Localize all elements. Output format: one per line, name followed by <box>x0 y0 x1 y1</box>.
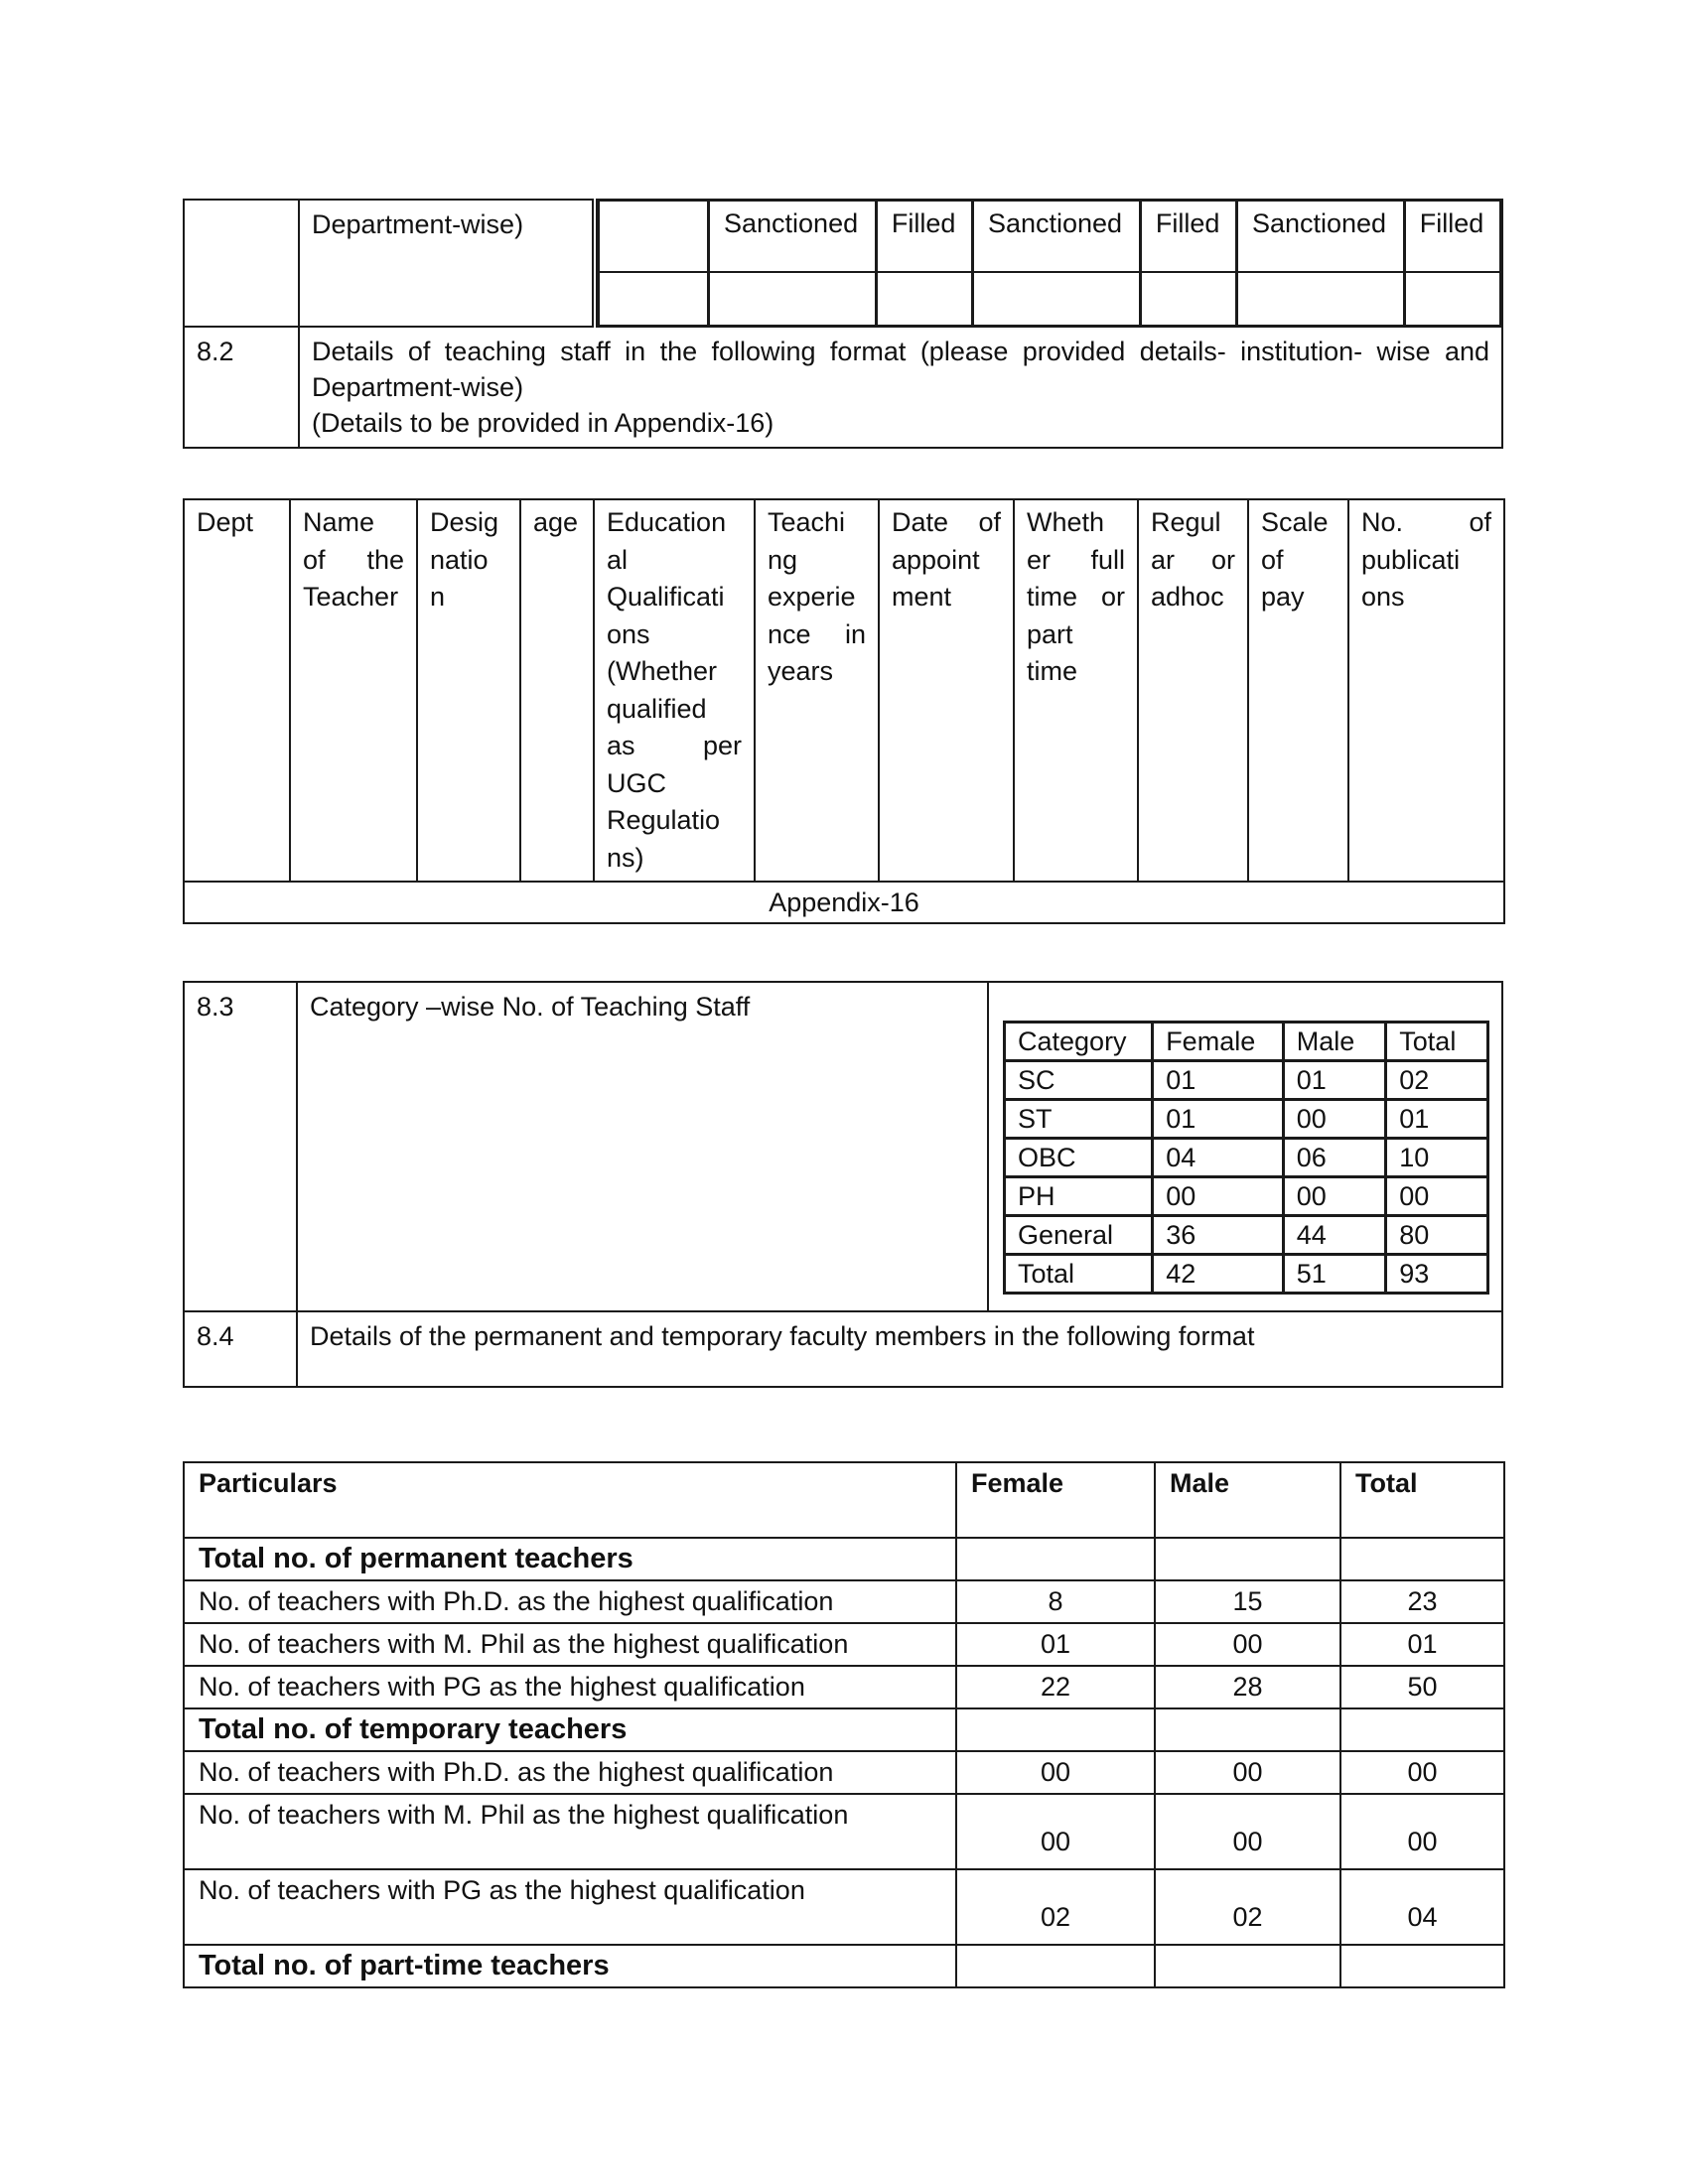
header-line: time <box>1027 656 1078 686</box>
column-header <box>1138 499 1248 882</box>
category-cell: General <box>1005 1216 1153 1255</box>
total-count: 50 <box>1340 1666 1504 1708</box>
category-cell: 04 <box>1153 1139 1284 1177</box>
column-header <box>290 499 417 882</box>
total-count: 04 <box>1340 1869 1504 1945</box>
table-row <box>184 1580 1504 1623</box>
header-line: ment <box>892 582 952 612</box>
total-count: 01 <box>1340 1623 1504 1666</box>
header-line: Desig <box>430 507 499 537</box>
category-cell: 01 <box>1153 1100 1284 1139</box>
category-header: Category <box>1005 1023 1153 1061</box>
category-cell: 00 <box>1283 1100 1386 1139</box>
teaching-staff-format-table <box>183 498 1505 924</box>
header-male: Male <box>1155 1462 1340 1538</box>
section-8-2-line-1: Details of teaching staff in the following format (please provided details- institution- wise and Department-wise) <box>312 337 1489 402</box>
male-count: 28 <box>1155 1666 1340 1708</box>
male-count: 15 <box>1155 1580 1340 1623</box>
header-line: Name <box>303 507 375 537</box>
header-total: Total <box>1340 1462 1504 1538</box>
table-row <box>184 1751 1504 1794</box>
header-line: ons <box>1361 582 1405 612</box>
header-line: appoint <box>892 544 980 575</box>
header-line: ns) <box>607 842 644 873</box>
section-row <box>184 1538 1504 1580</box>
header-line: Date of <box>892 507 1001 537</box>
table-row <box>184 1666 1504 1708</box>
section-8-4-label: Details of the permanent and temporary faculty members in the following format <box>297 1311 1502 1387</box>
total-count <box>1340 1708 1504 1751</box>
header-line: n <box>430 582 446 612</box>
sanctioned-filled-cell <box>595 200 1502 327</box>
grid-cell <box>876 272 972 326</box>
category-cell: ST <box>1005 1100 1153 1139</box>
female-count: 22 <box>956 1666 1155 1708</box>
category-cell: 01 <box>1283 1061 1386 1100</box>
grid-cell <box>598 272 708 326</box>
total-count <box>1340 1945 1504 1987</box>
section-number: 8.2 <box>184 327 299 448</box>
particular-label: No. of teachers with PG as the highest qualification <box>184 1869 956 1945</box>
grid-header: Sanctioned <box>972 201 1140 272</box>
category-row <box>1005 1100 1488 1139</box>
total-count: 23 <box>1340 1580 1504 1623</box>
table-row <box>184 1869 1504 1945</box>
column-header <box>1348 499 1504 882</box>
category-cell: 93 <box>1386 1255 1488 1294</box>
male-count <box>1155 1945 1340 1987</box>
grid-cell <box>1404 272 1501 326</box>
header-line: age <box>533 507 579 537</box>
column-header <box>520 499 594 882</box>
section-8-2-line-2: (Details to be provided in Appendix-16) <box>312 408 774 438</box>
female-count: 00 <box>956 1751 1155 1794</box>
female-count: 8 <box>956 1580 1155 1623</box>
header-line: Education <box>607 507 727 537</box>
header-line: Dept <box>197 507 254 537</box>
category-cell: 44 <box>1283 1216 1386 1255</box>
category-cell: PH <box>1005 1177 1153 1216</box>
header-line: of <box>1261 544 1284 575</box>
section-number-cell <box>184 200 299 327</box>
total-count: 00 <box>1340 1751 1504 1794</box>
header-line: part <box>1027 618 1073 649</box>
header-line: al <box>607 544 629 575</box>
particular-label: No. of teachers with M. Phil as the highest qualification <box>184 1623 956 1666</box>
column-header <box>755 499 879 882</box>
grid-cell <box>972 272 1140 326</box>
header-female: Female <box>956 1462 1155 1538</box>
category-row <box>1005 1061 1488 1100</box>
category-cell: 36 <box>1153 1216 1284 1255</box>
sanctioned-filled-grid <box>598 201 1501 326</box>
category-cell: 01 <box>1386 1100 1488 1139</box>
category-header: Total <box>1386 1023 1488 1061</box>
particular-label: No. of teachers with Ph.D. as the highest qualification <box>184 1751 956 1794</box>
grid-cell <box>1236 272 1404 326</box>
header-line: years <box>768 656 834 686</box>
section-label: Total no. of temporary teachers <box>184 1708 956 1751</box>
section-label: Total no. of part-time teachers <box>184 1945 956 1987</box>
female-count <box>956 1708 1155 1751</box>
grid-cell <box>1140 272 1236 326</box>
category-row <box>1005 1177 1488 1216</box>
female-count <box>956 1538 1155 1580</box>
header-line: nce in <box>768 618 866 649</box>
staff-sanction-table <box>183 199 1503 449</box>
category-cell: 00 <box>1153 1177 1284 1216</box>
grid-header: Filled <box>1404 201 1501 272</box>
grid-cell <box>708 272 876 326</box>
category-cell: 10 <box>1386 1139 1488 1177</box>
female-count: 00 <box>956 1794 1155 1869</box>
header-line: qualified <box>607 693 707 724</box>
category-cell: Total <box>1005 1255 1153 1294</box>
male-count <box>1155 1708 1340 1751</box>
header-line: of the <box>303 544 404 575</box>
table-row <box>184 1623 1504 1666</box>
category-wise-table <box>183 981 1503 1388</box>
male-count: 00 <box>1155 1623 1340 1666</box>
header-line: pay <box>1261 582 1305 612</box>
grid-header: Sanctioned <box>1236 201 1404 272</box>
column-header <box>879 499 1014 882</box>
header-line: er full <box>1027 544 1125 575</box>
category-header: Female <box>1153 1023 1284 1061</box>
appendix-caption: Appendix-16 <box>184 882 1504 923</box>
category-cell: 06 <box>1283 1139 1386 1177</box>
header-line: Qualificati <box>607 582 725 612</box>
grid-header: Filled <box>1140 201 1236 272</box>
column-header <box>594 499 755 882</box>
header-line: Regul <box>1151 507 1221 537</box>
header-line: Teacher <box>303 582 399 612</box>
column-header <box>417 499 520 882</box>
header-line: (Whether <box>607 656 718 686</box>
total-count <box>1340 1538 1504 1580</box>
female-count <box>956 1945 1155 1987</box>
female-count: 01 <box>956 1623 1155 1666</box>
section-row <box>184 1708 1504 1751</box>
header-line: ons <box>607 618 650 649</box>
table-row <box>184 1794 1504 1869</box>
category-cell: 00 <box>1386 1177 1488 1216</box>
section-row <box>184 1945 1504 1987</box>
header-line: UGC <box>607 767 666 798</box>
category-cell: 80 <box>1386 1216 1488 1255</box>
header-particulars: Particulars <box>184 1462 956 1538</box>
category-cell: 42 <box>1153 1255 1284 1294</box>
male-count: 00 <box>1155 1751 1340 1794</box>
header-line: Wheth <box>1027 507 1105 537</box>
male-count <box>1155 1538 1340 1580</box>
category-cell: OBC <box>1005 1139 1153 1177</box>
category-cell: 02 <box>1386 1061 1488 1100</box>
column-header <box>184 499 290 882</box>
category-row <box>1005 1216 1488 1255</box>
category-cell: SC <box>1005 1061 1153 1100</box>
particular-label: No. of teachers with PG as the highest qualification <box>184 1666 956 1708</box>
total-count: 00 <box>1340 1794 1504 1869</box>
column-header <box>1248 499 1348 882</box>
header-line: as per <box>607 731 742 760</box>
header-line: ng <box>768 544 798 575</box>
section-label: Total no. of permanent teachers <box>184 1538 956 1580</box>
section-8-2-text <box>299 327 1502 448</box>
grid-header <box>598 201 708 272</box>
section-number: 8.4 <box>184 1311 297 1387</box>
column-header <box>1014 499 1138 882</box>
header-line: ar or <box>1151 544 1235 575</box>
category-row <box>1005 1139 1488 1177</box>
header-line: No. of <box>1361 507 1491 537</box>
header-line: natio <box>430 544 489 575</box>
header-line: Regulatio <box>607 805 721 835</box>
section-8-3-label: Category –wise No. of Teaching Staff <box>297 982 988 1311</box>
category-header: Male <box>1283 1023 1386 1061</box>
header-line: adhoc <box>1151 582 1224 612</box>
male-count: 02 <box>1155 1869 1340 1945</box>
grid-header: Sanctioned <box>708 201 876 272</box>
grid-header: Filled <box>876 201 972 272</box>
female-count: 02 <box>956 1869 1155 1945</box>
particular-label: No. of teachers with M. Phil as the highest qualification <box>184 1794 956 1869</box>
category-cell: 00 <box>1283 1177 1386 1216</box>
male-count: 00 <box>1155 1794 1340 1869</box>
category-table-cell <box>988 982 1502 1311</box>
header-line: time or <box>1027 582 1125 612</box>
header-line: publicati <box>1361 544 1461 575</box>
header-line: experie <box>768 582 856 612</box>
category-row <box>1005 1255 1488 1294</box>
header-line: Scale <box>1261 507 1329 537</box>
header-line: Teachi <box>768 507 846 537</box>
category-cell: 01 <box>1153 1061 1284 1100</box>
department-wise-cell: Department-wise) <box>299 200 595 327</box>
particular-label: No. of teachers with Ph.D. as the highest qualification <box>184 1580 956 1623</box>
category-cell: 51 <box>1283 1255 1386 1294</box>
category-staff-table <box>1003 1021 1489 1295</box>
section-number: 8.3 <box>184 982 297 1311</box>
faculty-particulars-table <box>183 1461 1505 1988</box>
